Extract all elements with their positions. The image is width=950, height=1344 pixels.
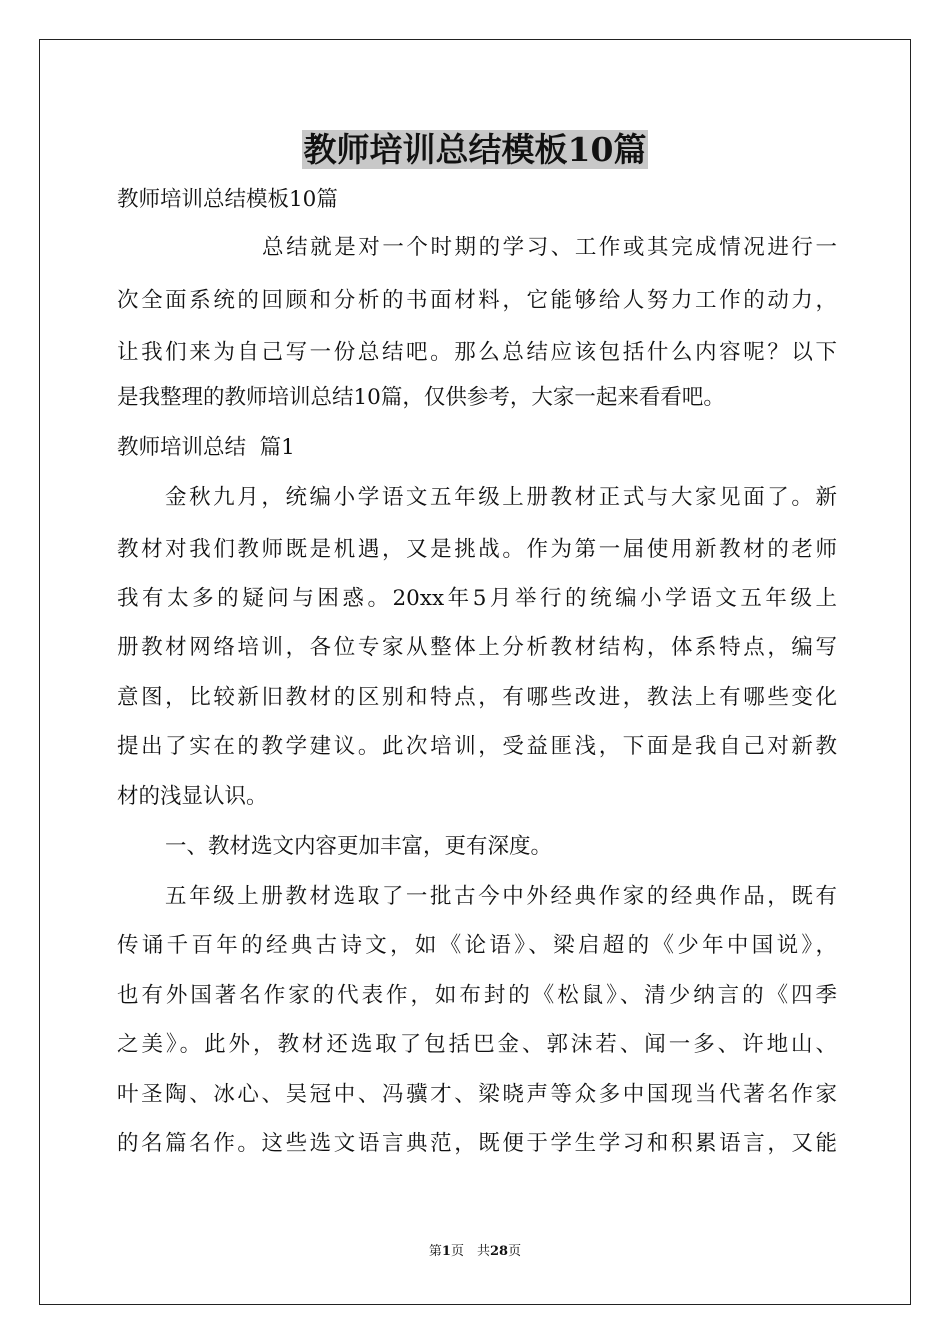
document-title-text: 教师培训总结模板10篇 <box>303 130 647 169</box>
paragraph-line: 我有太多的疑问与困惑。20xx年5月举行的统编小学语文五年级上 <box>117 586 837 611</box>
intro-line: 总结就是对一个时期的学习、工作或其完成情况进行一 <box>262 235 837 260</box>
paragraph-line: 五年级上册教材选取了一批古今中外经典作家的经典作品，既有 <box>165 884 837 909</box>
page-current: 1 <box>441 1244 451 1259</box>
page-prefix: 第 <box>428 1244 442 1259</box>
page-footer <box>0 1243 950 1261</box>
paragraph-line: 传诵千百年的经典古诗文，如《论语》、梁启超的《少年中国说》， <box>117 933 837 958</box>
intro-line: 让我们来为自己写一份总结吧。那么总结应该包括什么内容呢？以下 <box>117 340 837 365</box>
paragraph-line: 也有外国著名作家的代表作，如布封的《松鼠》、清少纳言的《四季 <box>117 983 837 1008</box>
intro-line: 是我整理的教师培训总结10篇，仅供参考，大家一起来看看吧。 <box>117 385 725 410</box>
paragraph-line: 意图，比较新旧教材的区别和特点，有哪些改进，教法上有哪些变化 <box>117 685 837 710</box>
document-subtitle: 教师培训总结模板10篇 <box>117 187 338 212</box>
paragraph-line: 教材对我们教师既是机遇，又是挑战。作为第一届使用新教材的老师 <box>117 537 837 562</box>
paragraph-line: 金秋九月，统编小学语文五年级上册教材正式与大家见面了。新 <box>165 485 837 510</box>
paragraph-line: 册教材网络培训，各位专家从整体上分析教材结构，体系特点，编写 <box>117 635 837 660</box>
paragraph-line: 材的浅显认识。 <box>117 784 268 809</box>
point-heading: 一、教材选文内容更加丰富，更有深度。 <box>165 834 553 859</box>
intro-line: 次全面系统的回顾和分析的书面材料，它能够给人努力工作的动力， <box>117 288 837 313</box>
page-mid: 页 共 <box>450 1244 490 1259</box>
paragraph-line: 提出了实在的教学建议。此次培训，受益匪浅，下面是我自己对新教 <box>117 734 837 759</box>
page-suffix: 页 <box>508 1244 522 1259</box>
paragraph-line: 的名篇名作。这些选文语言典范，既便于学生学习和积累语言，又能 <box>117 1131 837 1156</box>
section-heading: 教师培训总结 篇1 <box>117 435 295 460</box>
document-title <box>0 124 950 176</box>
page-total: 28 <box>489 1244 509 1259</box>
paragraph-line: 叶圣陶、冰心、吴冠中、冯骥才、梁晓声等众多中国现当代著名作家 <box>117 1082 837 1107</box>
page-border <box>39 39 911 1305</box>
paragraph-line: 之美》。此外，教材还选取了包括巴金、郭沫若、闻一多、许地山、 <box>117 1032 837 1057</box>
